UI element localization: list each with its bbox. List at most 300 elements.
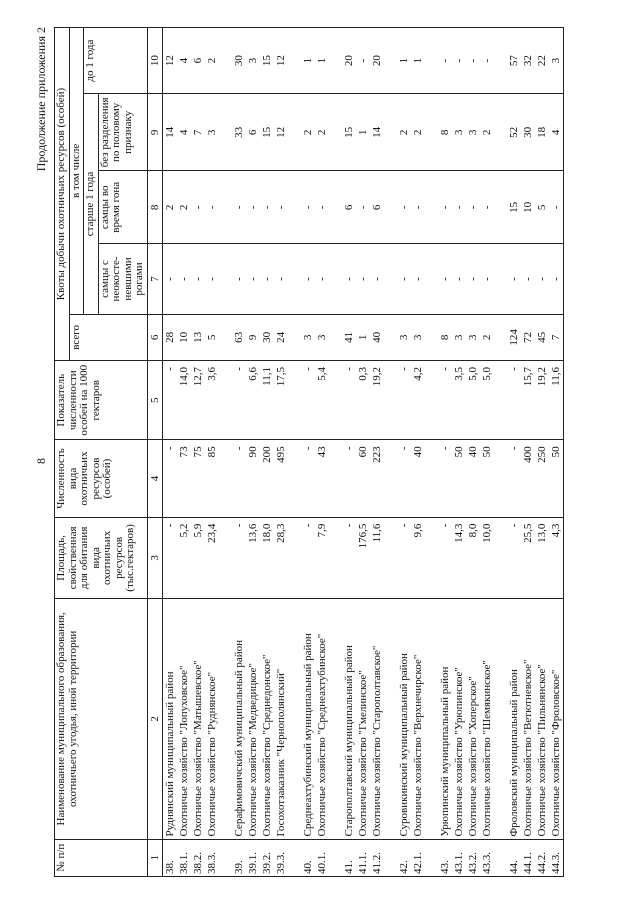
header-name: Наименование муниципального образования, охотничьего угодья, иной территории <box>55 599 148 839</box>
cell-area: 28,3 <box>274 517 288 599</box>
cell-c10: 1 <box>411 28 425 94</box>
cell-name: Урюпинский муниципальный район <box>438 599 452 839</box>
cell-c8: - <box>549 171 564 244</box>
cell-c9: 4 <box>177 94 191 171</box>
cell-total: 9 <box>246 314 260 360</box>
cell-pop: 50 <box>452 440 466 517</box>
spacer-cell <box>384 839 397 876</box>
cell-n: 43. <box>438 839 452 876</box>
spacer-cell <box>425 517 438 599</box>
cell-pop: 73 <box>177 440 191 517</box>
cell-name: Суровикинский муниципальный район <box>397 599 411 839</box>
header-older: старше 1 года <box>84 94 99 315</box>
spacer-cell <box>425 440 438 517</box>
cell-name: Охотничье хозяйство "Верхнечирское" <box>411 599 425 839</box>
spacer-cell <box>494 171 507 244</box>
cell-c10: 22 <box>535 28 549 94</box>
cell-area: 10,0 <box>480 517 494 599</box>
table-row <box>438 28 452 877</box>
spacer-cell <box>384 94 397 171</box>
cell-area: 176,5 <box>356 517 370 599</box>
cell-name: Охотничье хозяйство "Фроловское" <box>549 599 564 839</box>
cell-area: 7,9 <box>315 517 329 599</box>
spacer-cell <box>329 314 342 360</box>
cell-area: 25,5 <box>521 517 535 599</box>
cell-c8: - <box>205 171 219 244</box>
cell-c7: - <box>232 244 246 315</box>
cell-area: 5,2 <box>177 517 191 599</box>
cell-c10: 3 <box>549 28 564 94</box>
cell-dens: 3,6 <box>205 361 219 440</box>
spacer-cell <box>384 28 397 94</box>
spacer-cell <box>425 839 438 876</box>
cell-total: 30 <box>260 314 274 360</box>
cell-c10: 12 <box>162 28 177 94</box>
spacer-cell <box>494 599 507 839</box>
spacer-cell <box>288 361 301 440</box>
cell-c9: 33 <box>232 94 246 171</box>
table-row <box>162 28 177 877</box>
cell-dens: 17,5 <box>274 361 288 440</box>
cell-total: 10 <box>177 314 191 360</box>
cell-pop: - <box>397 440 411 517</box>
cell-total: 41 <box>342 314 356 360</box>
header-num: № п/п <box>55 839 148 876</box>
cell-c9: 2 <box>397 94 411 171</box>
cell-c9: 3 <box>466 94 480 171</box>
spacer-cell <box>329 517 342 599</box>
spacer-cell <box>494 244 507 315</box>
spacer-cell <box>494 517 507 599</box>
cell-area: - <box>301 517 315 599</box>
header-population: Численность вида охотничьих ресурсов (особей) <box>55 440 148 517</box>
cell-name: Фроловский муниципальный район <box>507 599 521 839</box>
col-number: 2 <box>147 599 162 839</box>
table-row <box>466 28 480 877</box>
cell-area: 4,3 <box>549 517 564 599</box>
cell-c9: 3 <box>205 94 219 171</box>
quota-table <box>54 27 564 877</box>
cell-pop: 50 <box>480 440 494 517</box>
cell-total: 2 <box>480 314 494 360</box>
cell-name: Руднянский муниципальный район <box>162 599 177 839</box>
cell-c8: - <box>301 171 315 244</box>
cell-c8: 2 <box>177 171 191 244</box>
cell-name: Охотничье хозяйство "Медведицкое" <box>246 599 260 839</box>
cell-pop: - <box>301 440 315 517</box>
cell-c8: - <box>274 171 288 244</box>
cell-n: 38.1. <box>177 839 191 876</box>
spacer-cell <box>494 28 507 94</box>
spacer-cell <box>384 244 397 315</box>
cell-total: 1 <box>356 314 370 360</box>
cell-area: 13,6 <box>246 517 260 599</box>
cell-c10: 30 <box>232 28 246 94</box>
cell-c9: 14 <box>162 94 177 171</box>
cell-total: 13 <box>191 314 205 360</box>
cell-n: 41.1. <box>356 839 370 876</box>
cell-pop: 60 <box>356 440 370 517</box>
table-row <box>246 28 260 877</box>
cell-total: 24 <box>274 314 288 360</box>
cell-pop: 200 <box>260 440 274 517</box>
cell-total: 3 <box>315 314 329 360</box>
cell-c9: 52 <box>507 94 521 171</box>
spacer-cell <box>219 244 232 315</box>
cell-name: Охотничье хозяйство "Пильнянское" <box>535 599 549 839</box>
cell-c7: - <box>177 244 191 315</box>
cell-c7: - <box>438 244 452 315</box>
cell-n: 40. <box>301 839 315 876</box>
table-row <box>452 28 466 877</box>
cell-n: 40.1. <box>315 839 329 876</box>
cell-c7: - <box>370 244 384 315</box>
cell-total: 8 <box>438 314 452 360</box>
col-number: 7 <box>147 244 162 315</box>
header-males-rut: самцы во время гона <box>98 171 147 244</box>
page-header <box>34 27 54 877</box>
cell-name: Охотничье хозяйство "Руднянское" <box>205 599 219 839</box>
cell-name: Охотничье хозяйство "Хоперское" <box>466 599 480 839</box>
spacer-cell <box>384 171 397 244</box>
col-number: 8 <box>147 171 162 244</box>
cell-total: 45 <box>535 314 549 360</box>
cell-c9: 2 <box>480 94 494 171</box>
cell-c7: - <box>205 244 219 315</box>
cell-c8: 6 <box>342 171 356 244</box>
cell-name: Старополтавский муниципальный район <box>342 599 356 839</box>
cell-total: 72 <box>521 314 535 360</box>
spacer-cell <box>329 244 342 315</box>
column-numbers-row <box>147 28 162 877</box>
cell-c7: - <box>521 244 535 315</box>
header-quotas: Квоты добычи охотничьих ресурсов (особей) <box>55 28 70 361</box>
cell-dens: 15,7 <box>521 361 535 440</box>
cell-n: 39. <box>232 839 246 876</box>
table-row <box>274 28 288 877</box>
cell-c10: 32 <box>521 28 535 94</box>
cell-dens: 5,0 <box>480 361 494 440</box>
table-row <box>260 28 274 877</box>
cell-c10: 1 <box>301 28 315 94</box>
spacer-cell <box>329 171 342 244</box>
cell-c7: - <box>274 244 288 315</box>
spacer-cell <box>425 599 438 839</box>
cell-c7: - <box>466 244 480 315</box>
cell-area: 23,4 <box>205 517 219 599</box>
spacer-cell <box>219 171 232 244</box>
cell-n: 43.1. <box>452 839 466 876</box>
cell-c10: 2 <box>205 28 219 94</box>
cell-dens: - <box>162 361 177 440</box>
spacer-row <box>494 28 507 877</box>
cell-c8: - <box>191 171 205 244</box>
spacer-cell <box>288 517 301 599</box>
cell-name: Среднеахтубинский муниципальный район <box>301 599 315 839</box>
cell-dens: 3,5 <box>452 361 466 440</box>
cell-c10: 20 <box>370 28 384 94</box>
spacer-cell <box>329 839 342 876</box>
cell-c9: 6 <box>246 94 260 171</box>
spacer-row <box>425 28 438 877</box>
cell-area: 9,6 <box>411 517 425 599</box>
cell-n: 44.3. <box>549 839 564 876</box>
cell-c8: - <box>260 171 274 244</box>
spacer-cell <box>384 314 397 360</box>
cell-pop: 400 <box>521 440 535 517</box>
cell-pop: 90 <box>246 440 260 517</box>
cell-c10: 1 <box>315 28 329 94</box>
spacer-cell <box>329 440 342 517</box>
cell-c10: 12 <box>274 28 288 94</box>
spacer-cell <box>288 171 301 244</box>
cell-c8: 6 <box>370 171 384 244</box>
spacer-cell <box>329 28 342 94</box>
header-area: Площадь, свойственная для обитания вида охотничьих ресурсов (тыс.гектаров) <box>55 517 148 599</box>
cell-n: 39.2. <box>260 839 274 876</box>
spacer-row <box>219 28 232 877</box>
cell-c7: - <box>411 244 425 315</box>
cell-area: - <box>438 517 452 599</box>
header-incl: в том числе <box>69 28 84 315</box>
cell-c8: 15 <box>507 171 521 244</box>
spacer-cell <box>494 314 507 360</box>
spacer-cell <box>329 94 342 171</box>
col-number: 3 <box>147 517 162 599</box>
cell-dens: - <box>507 361 521 440</box>
cell-dens: - <box>342 361 356 440</box>
cell-dens: - <box>301 361 315 440</box>
cell-n: 38. <box>162 839 177 876</box>
cell-c8: 10 <box>521 171 535 244</box>
spacer-cell <box>494 94 507 171</box>
cell-c10: - <box>466 28 480 94</box>
cell-c10: 6 <box>191 28 205 94</box>
cell-total: 3 <box>466 314 480 360</box>
cell-dens: 19,2 <box>535 361 549 440</box>
cell-name: Охотничье хозяйство "Старополтавское" <box>370 599 384 839</box>
cell-dens: 5,4 <box>315 361 329 440</box>
spacer-cell <box>425 361 438 440</box>
cell-pop: 43 <box>315 440 329 517</box>
cell-c8: - <box>246 171 260 244</box>
col-number: 4 <box>147 440 162 517</box>
cell-c10: 1 <box>397 28 411 94</box>
cell-name: Охотничье хозяйство "Урюпинское" <box>452 599 466 839</box>
cell-dens: 14,0 <box>177 361 191 440</box>
cell-c9: 7 <box>191 94 205 171</box>
table-row <box>342 28 356 877</box>
cell-c10: 57 <box>507 28 521 94</box>
cell-dens: 12,7 <box>191 361 205 440</box>
cell-n: 44. <box>507 839 521 876</box>
cell-c8: 2 <box>162 171 177 244</box>
cell-c7: - <box>301 244 315 315</box>
cell-pop: 495 <box>274 440 288 517</box>
cell-area: 8,0 <box>466 517 480 599</box>
spacer-cell <box>288 599 301 839</box>
cell-total: 7 <box>549 314 564 360</box>
table-row <box>205 28 219 877</box>
cell-c7: - <box>315 244 329 315</box>
spacer-cell <box>219 599 232 839</box>
cell-pop: 250 <box>535 440 549 517</box>
cell-pop: 75 <box>191 440 205 517</box>
cell-area: - <box>342 517 356 599</box>
cell-c10: 15 <box>260 28 274 94</box>
cell-c10: - <box>452 28 466 94</box>
cell-name: Госохотзаказник "Чернополянский" <box>274 599 288 839</box>
cell-pop: - <box>232 440 246 517</box>
cell-name: Серафимовичский муниципальный район <box>232 599 246 839</box>
cell-c9: 2 <box>315 94 329 171</box>
cell-n: 43.2. <box>466 839 480 876</box>
cell-c7: - <box>452 244 466 315</box>
cell-area: - <box>507 517 521 599</box>
cell-n: 38.2. <box>191 839 205 876</box>
cell-dens: 11,1 <box>260 361 274 440</box>
cell-c7: - <box>246 244 260 315</box>
header-no-sex: без разделения по половому признаку <box>98 94 147 171</box>
cell-c9: 2 <box>411 94 425 171</box>
cell-c9: 1 <box>356 94 370 171</box>
cell-pop: - <box>438 440 452 517</box>
cell-c10: - <box>438 28 452 94</box>
cell-c7: - <box>342 244 356 315</box>
cell-dens: 6,6 <box>246 361 260 440</box>
cell-total: 124 <box>507 314 521 360</box>
cell-name: Охотничье хозяйство "Лопуховское" <box>177 599 191 839</box>
cell-c10: - <box>356 28 370 94</box>
spacer-cell <box>425 244 438 315</box>
table-row <box>315 28 329 877</box>
table-row <box>356 28 370 877</box>
spacer-cell <box>288 28 301 94</box>
cell-n: 41. <box>342 839 356 876</box>
spacer-cell <box>288 244 301 315</box>
cell-total: 3 <box>397 314 411 360</box>
cell-c7: - <box>507 244 521 315</box>
col-number: 1 <box>147 839 162 876</box>
cell-area: 11,6 <box>370 517 384 599</box>
col-number: 5 <box>147 361 162 440</box>
col-number: 10 <box>147 28 162 94</box>
header-males-horns: самцы с неокосте-невшими рогами <box>98 244 147 315</box>
cell-pop: 40 <box>411 440 425 517</box>
cell-c8: - <box>356 171 370 244</box>
col-number: 9 <box>147 94 162 171</box>
cell-c10: - <box>480 28 494 94</box>
table-row <box>301 28 315 877</box>
cell-pop: 40 <box>466 440 480 517</box>
cell-n: 44.2. <box>535 839 549 876</box>
cell-pop: - <box>342 440 356 517</box>
page-number: 8 <box>34 458 48 464</box>
cell-n: 43.3. <box>480 839 494 876</box>
table-row <box>177 28 191 877</box>
cell-c9: 8 <box>438 94 452 171</box>
table-row <box>370 28 384 877</box>
col-number: 6 <box>147 314 162 360</box>
spacer-cell <box>219 361 232 440</box>
cell-name: Охотничье хозяйство "Среднедонское" <box>260 599 274 839</box>
cell-c8: - <box>397 171 411 244</box>
cell-dens: 5,0 <box>466 361 480 440</box>
cell-name: Охотничье хозяйство "Среднеахтубинское" <box>315 599 329 839</box>
cell-pop: 223 <box>370 440 384 517</box>
cell-dens: 11,6 <box>549 361 564 440</box>
spacer-cell <box>425 94 438 171</box>
cell-c9: 2 <box>301 94 315 171</box>
cell-dens: - <box>397 361 411 440</box>
cell-dens: - <box>232 361 246 440</box>
table-row <box>397 28 411 877</box>
cell-c7: - <box>549 244 564 315</box>
table-row <box>191 28 205 877</box>
cell-area: - <box>232 517 246 599</box>
spacer-cell <box>329 599 342 839</box>
page-content <box>34 27 564 877</box>
cell-c8: - <box>480 171 494 244</box>
cell-name: Охотничье хозяйство "Ветютневское" <box>521 599 535 839</box>
cell-c7: - <box>356 244 370 315</box>
cell-c9: 3 <box>452 94 466 171</box>
continuation-note: Продолжение приложения 2 <box>34 27 48 172</box>
cell-name: Охотничье хозяйство "Гмелинское" <box>356 599 370 839</box>
cell-total: 5 <box>205 314 219 360</box>
cell-c9: 15 <box>342 94 356 171</box>
spacer-cell <box>384 440 397 517</box>
spacer-cell <box>384 599 397 839</box>
header-density: Показатель численности особей на 1000 гектаров <box>55 361 148 440</box>
table-row <box>232 28 246 877</box>
cell-dens: 4,2 <box>411 361 425 440</box>
table-body <box>147 28 563 877</box>
table-row <box>535 28 549 877</box>
cell-c7: - <box>260 244 274 315</box>
cell-c10: 3 <box>246 28 260 94</box>
cell-name: Охотничье хозяйство "Шемякинское" <box>480 599 494 839</box>
cell-c9: 12 <box>274 94 288 171</box>
header-total: всего <box>69 314 147 360</box>
table-row <box>521 28 535 877</box>
cell-total: 40 <box>370 314 384 360</box>
cell-pop: - <box>162 440 177 517</box>
cell-total: 63 <box>232 314 246 360</box>
spacer-cell <box>384 517 397 599</box>
table-row <box>549 28 564 877</box>
cell-c9: 18 <box>535 94 549 171</box>
cell-dens: - <box>438 361 452 440</box>
cell-area: 5,9 <box>191 517 205 599</box>
cell-c8: - <box>466 171 480 244</box>
spacer-cell <box>494 361 507 440</box>
cell-c8: - <box>411 171 425 244</box>
cell-total: 28 <box>162 314 177 360</box>
cell-c9: 14 <box>370 94 384 171</box>
cell-c9: 30 <box>521 94 535 171</box>
cell-area: - <box>162 517 177 599</box>
cell-dens: 0,3 <box>356 361 370 440</box>
cell-n: 42.1. <box>411 839 425 876</box>
cell-n: 39.1. <box>246 839 260 876</box>
cell-name: Охотничье хозяйство "Матышевское" <box>191 599 205 839</box>
spacer-cell <box>329 361 342 440</box>
spacer-row <box>384 28 397 877</box>
cell-c7: - <box>191 244 205 315</box>
spacer-cell <box>425 314 438 360</box>
spacer-cell <box>288 839 301 876</box>
